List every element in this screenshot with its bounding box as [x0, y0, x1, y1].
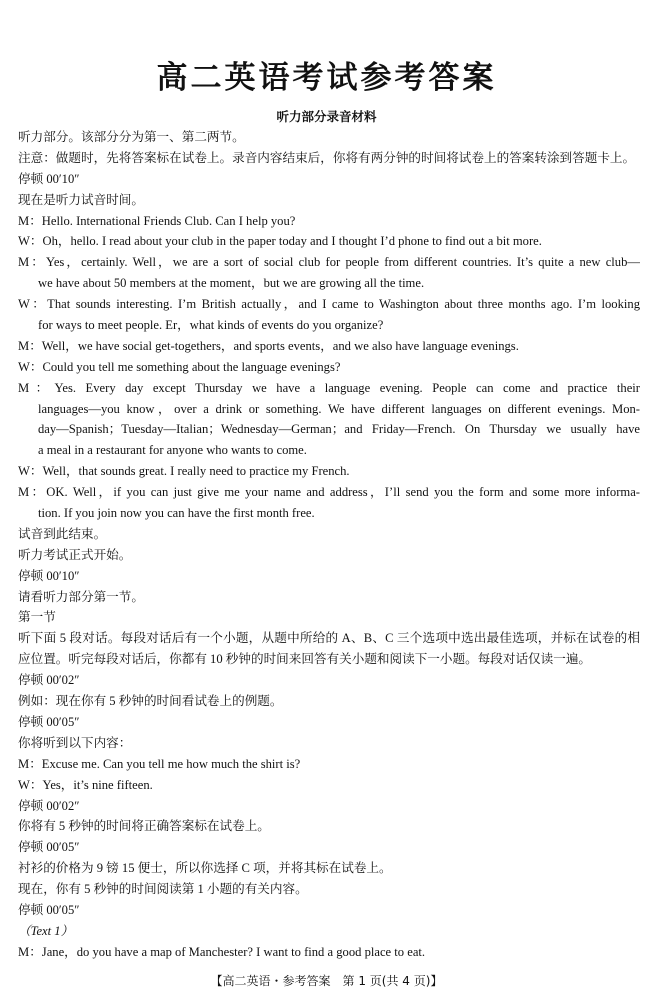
text-line: 听下面 5 段对话。每段对话后有一个小题，从题中所给的 A、B、C 三个选项中选出最佳选项，并标在试卷的相 — [18, 631, 640, 646]
text-line: 停顿 00′02″ — [18, 798, 80, 813]
text-line: 现在，你有 5 秒钟的时间阅读第 1 小题的有关内容。 — [18, 882, 308, 897]
dialogue-line: W：That sounds interesting. I’m British actually，and I came to Washington about three months ago. I’m looking — [18, 297, 640, 312]
dialogue-line-continued: we have about 50 members at the moment，but we are growing all the time. — [38, 276, 425, 291]
transcript-body — [18, 127, 640, 963]
dialogue-line-continued: a meal in a restaurant for anyone who wants to come. — [38, 443, 307, 458]
text-line: 你将听到以下内容： — [18, 735, 132, 750]
section-subtitle: 听力部分录音材料 — [276, 109, 377, 124]
text-label: （Text 1） — [18, 923, 74, 938]
text-line: 停顿 00′05″ — [18, 714, 80, 729]
section-heading: 第一节 — [18, 610, 56, 625]
text-line: 请看听力部分第一节。 — [18, 589, 144, 604]
text-line: 听力考试正式开始。 — [18, 547, 132, 562]
text-line: 停顿 00′10″ — [18, 171, 80, 186]
dialogue-line-continued: tion. If you join now you can have the first month free. — [38, 506, 315, 521]
text-line: 你将有 5 秒钟的时间将正确答案标在试卷上。 — [18, 819, 270, 834]
dialogue-line: M：Excuse me. Can you tell me how much the shirt is? — [18, 756, 301, 771]
dialogue-line: M：Well，we have social get-togethers，and sports events，and we also have language evenings. — [18, 338, 519, 353]
page-title: 高二英语考试参考答案 — [156, 60, 497, 96]
text-line: 试音到此结束。 — [18, 526, 107, 541]
text-line: 停顿 00′02″ — [18, 673, 80, 688]
dialogue-line: M：OK. Well，if you can just give me your name and address，I’ll send you the form and some more informa- — [18, 485, 640, 500]
text-line: 听力部分。该部分分为第一、第二两节。 — [18, 130, 245, 144]
dialogue-line-continued: day—Spanish；Tuesday—Italian；Wednesday—German；and Friday—French. On Thursday we usually have — [38, 422, 640, 437]
dialogue-line-continued: languages—you know，over a drink or something. We have different languages on different evenings. Mon- — [38, 401, 640, 416]
dialogue-line-continued: for ways to meet people. Er，what kinds of events do you organize? — [38, 318, 384, 333]
dialogue-line: M：Jane，do you have a map of Manchester? I want to find a good place to eat. — [18, 944, 426, 959]
text-line: 注意：做题时，先将答案标在试卷上。录音内容结束后，你将有两分钟的时间将试卷上的答案转涂到答题卡上。 — [18, 150, 636, 165]
dialogue-line: W：Yes，it’s nine fifteen. — [18, 777, 153, 792]
text-line: 现在是听力试音时间。 — [18, 192, 144, 207]
dialogue-line: W：Oh，hello. I read about your club in the paper today and I thought I’d phone to find out a bit more. — [18, 234, 542, 249]
text-line: 停顿 00′10″ — [18, 568, 80, 583]
dialogue-line: M：Hello. International Friends Club. Can I help you? — [18, 213, 296, 228]
dialogue-line: M：Yes. Every day except Thursday we have a language evening. People can come and practice their — [18, 380, 640, 395]
text-line: 停顿 00′05″ — [18, 840, 80, 855]
text-line: 例如：现在你有 5 秒钟的时间看试卷上的例题。 — [18, 694, 283, 709]
dialogue-line: W：Well，that sounds great. I really need to practice my French. — [18, 464, 350, 479]
dialogue-line: W：Could you tell me something about the language evenings? — [18, 359, 341, 374]
text-line: 衬衫的价格为 9 镑 15 便士，所以你选择 C 项，并将其标在试卷上。 — [18, 861, 392, 876]
dialogue-line: M：Yes，certainly. Well，we are a sort of social club for people from different countries. It’s quite a new club— — [18, 255, 640, 270]
text-line: 应位置。听完每段对话后，你都有 10 秒钟的时间来回答有关小题和阅读下一小题。每段对话仅读一遍。 — [18, 652, 592, 667]
text-line: 停顿 00′05″ — [18, 902, 80, 917]
page-footer: 【高二英语・参考答案 第 1 页(共 4 页)】 — [210, 974, 443, 988]
